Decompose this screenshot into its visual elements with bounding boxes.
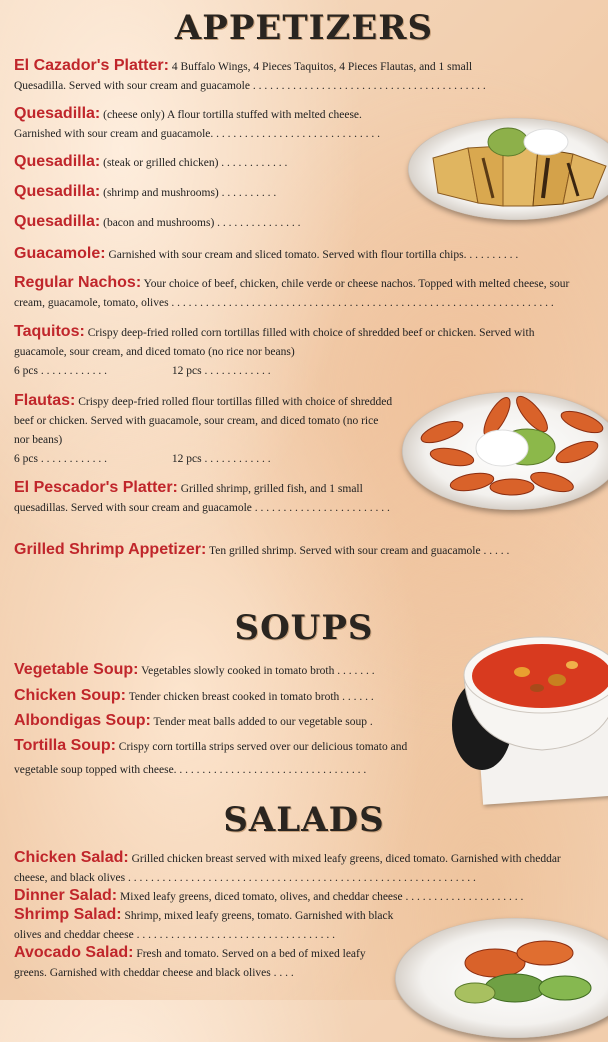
menu-item-vegetable-soup xyxy=(14,660,375,681)
item-desc: Crispy deep-fried rolled flour tortillas filled with choice of shredded xyxy=(78,396,393,408)
item-desc-2: Quesadilla. Served with sour cream and guacamole . . . . . . . . . . . . . . . . . . . . . . . . . . . . . . . . . . . . . . . . . xyxy=(14,80,486,92)
item-desc-2: olives and cheddar cheese . . . . . . . . . . . . . . . . . . . . . . . . . . . . . . . . . . . xyxy=(14,929,335,941)
item-name: Quesadilla: xyxy=(14,183,101,200)
menu-item-flautas xyxy=(14,391,414,469)
item-name: Tortilla Soup: xyxy=(14,737,116,754)
item-desc-2: greens. Garnished with cheddar cheese and black olives . . . . xyxy=(14,967,294,979)
item-name: Taquitos: xyxy=(14,323,85,340)
item-desc-2: quesadillas. Served with sour cream and guacamole . . . . . . . . . . . . . . . . . . . . . . . . xyxy=(14,502,390,514)
menu-item-quesadilla-bacon xyxy=(14,212,301,233)
menu-item-guacamole xyxy=(14,244,518,265)
menu-item-grilled-shrimp xyxy=(14,540,509,561)
item-name: Quesadilla: xyxy=(14,213,101,230)
item-desc: (cheese only) A flour tortilla stuffed with melted cheese. xyxy=(103,109,362,121)
salad-photo xyxy=(395,918,608,1038)
menu-item-regular-nachos xyxy=(14,273,569,313)
menu-item-taquitos xyxy=(14,322,599,381)
item-desc: Ten grilled shrimp. Served with sour cream and guacamole . . . . . xyxy=(209,545,510,557)
menu-item-el-cazador xyxy=(14,56,486,96)
quesadilla-image-icon xyxy=(408,118,608,220)
item-name: Chicken Soup: xyxy=(14,687,127,704)
item-name: Grilled Shrimp Appetizer: xyxy=(14,541,207,558)
item-name: Flautas: xyxy=(14,392,76,409)
item-price-12: 12 pcs . . . . . . . . . . . . xyxy=(171,453,271,465)
menu-item-shrimp-salad xyxy=(14,905,393,945)
item-desc: Shrimp, mixed leafy greens, tomato. Garnished with black xyxy=(124,910,394,922)
item-desc: (bacon and mushrooms) . . . . . . . . . . . . . . . xyxy=(103,217,301,229)
item-desc: Vegetables slowly cooked in tomato broth . . . . . . . xyxy=(141,665,375,677)
appetizers-heading: APPETIZERS xyxy=(174,8,434,48)
menu-item-chicken-soup xyxy=(14,686,374,707)
item-desc: 4 Buffalo Wings, 4 Pieces Taquitos, 4 Pieces Flautas, and 1 small xyxy=(171,61,473,73)
menu-item-quesadilla-steak xyxy=(14,152,287,173)
menu-item-tortilla-soup xyxy=(14,736,407,780)
item-name: Dinner Salad: xyxy=(14,887,118,904)
menu-item-dinner-salad xyxy=(14,886,523,907)
item-desc-2b: nor beans) xyxy=(14,434,63,446)
item-desc: Grilled shrimp, grilled fish, and 1 small xyxy=(180,483,363,495)
item-name: El Cazador's Platter: xyxy=(14,57,169,74)
item-name: Quesadilla: xyxy=(14,105,101,122)
item-name: Albondigas Soup: xyxy=(14,712,151,729)
item-name: El Pescador's Platter: xyxy=(14,479,178,496)
item-desc-2: cream, guacamole, tomato, olives . . . . . . . . . . . . . . . . . . . . . . . . . . . . . . . . . . . . . . . . . . . . . . . . . . . . . . . . . . . . . . . . . . . xyxy=(14,297,554,309)
item-desc-2: vegetable soup topped with cheese. . . . . . . . . . . . . . . . . . . . . . . . . . . . . . . . . . xyxy=(14,764,367,776)
item-name: Vegetable Soup: xyxy=(14,661,139,678)
item-desc-2: Garnished with sour cream and guacamole. . . . . . . . . . . . . . . . . . . . . . . . . . . . . . xyxy=(14,128,381,140)
item-desc: Tender chicken breast cooked in tomato broth . . . . . . xyxy=(128,691,374,703)
salads-heading: SALADS xyxy=(223,800,385,840)
item-desc: Garnished with sour cream and sliced tomato. Served with flour tortilla chips. . . . . . . . . . xyxy=(108,249,519,261)
item-name: Avocado Salad: xyxy=(14,944,134,961)
menu-item-avocado-salad xyxy=(14,943,366,983)
quesadilla-photo xyxy=(408,118,608,220)
item-name: Chicken Salad: xyxy=(14,849,129,866)
item-desc: (steak or grilled chicken) . . . . . . . . . . . . xyxy=(103,157,288,169)
item-desc: (shrimp and mushrooms) . . . . . . . . . . xyxy=(103,187,277,199)
menu-item-quesadilla-shrimp xyxy=(14,182,276,203)
soups-heading: SOUPS xyxy=(234,608,374,648)
item-desc-2: guacamole, sour cream, and diced tomato (no rice nor beans) xyxy=(14,346,295,358)
item-desc: Tender meat balls added to our vegetable soup . xyxy=(153,716,373,728)
menu-item-el-pescador xyxy=(14,478,390,518)
item-desc: Fresh and tomato. Served on a bed of mixed leafy xyxy=(136,948,366,960)
item-price-6: 6 pcs . . . . . . . . . . . . xyxy=(14,453,107,465)
item-name: Guacamole: xyxy=(14,245,106,262)
item-name: Quesadilla: xyxy=(14,153,101,170)
item-desc-2: cheese, and black olives . . . . . . . . . . . . . . . . . . . . . . . . . . . . . . . . . . . . . . . . . . . . . . . . . . . . . . . . . . . . . xyxy=(14,872,476,884)
shrimp-image-icon xyxy=(402,392,608,510)
item-name: Regular Nachos: xyxy=(14,274,142,291)
menu-item-quesadilla-cheese xyxy=(14,104,380,144)
item-desc: Crispy corn tortilla strips served over our delicious tomato and xyxy=(118,741,408,753)
item-desc: Crispy deep-fried rolled corn tortillas filled with choice of shredded beef or chicken. Served with xyxy=(87,327,535,339)
item-name: Shrimp Salad: xyxy=(14,906,122,923)
item-desc: Your choice of beef, chicken, chile verde or cheese nachos. Topped with melted cheese, sour xyxy=(143,278,570,290)
item-price-6: 6 pcs . . . . . . . . . . . . xyxy=(14,365,107,377)
item-desc: Grilled chicken breast served with mixed leafy greens, diced tomato. Garnished with cheddar xyxy=(131,853,561,865)
menu-item-albondigas-soup xyxy=(14,711,373,732)
salad-image-icon xyxy=(395,918,608,1038)
shrimp-platter-photo xyxy=(402,392,608,510)
item-desc-2: beef or chicken. Served with guacamole, sour cream, and diced tomato (no rice xyxy=(14,415,379,427)
item-price-12: 12 pcs . . . . . . . . . . . . xyxy=(171,365,271,377)
item-desc: Mixed leafy greens, diced tomato, olives, and cheddar cheese . . . . . . . . . . . . . . . . . . . . . xyxy=(120,891,524,903)
menu-item-chicken-salad xyxy=(14,848,561,888)
